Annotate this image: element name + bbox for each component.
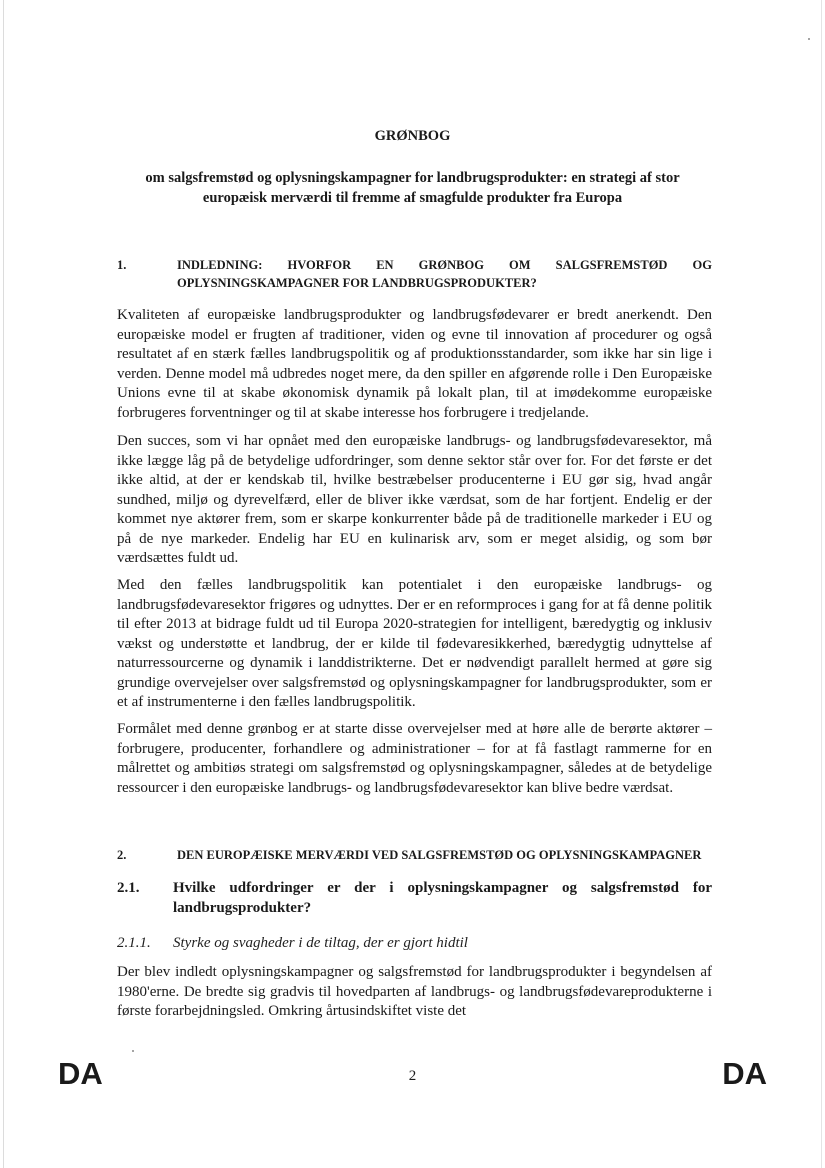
section-number: 2. xyxy=(117,848,127,862)
scan-edge-right xyxy=(821,0,822,1168)
section-title: Styrke og svagheder i de tiltag, der er gjort hidtil xyxy=(173,935,468,951)
document-title: GRØNBOG xyxy=(374,128,451,144)
section-number: 2.1. xyxy=(117,880,140,896)
section-number: 1. xyxy=(117,258,127,272)
section-title: INDLEDNING: HVORFOR EN GRØNBOG OM SALGSFREMSTØD OG OPLYSNINGSKAMPAGNER FOR LANDBRUGSPRODUKTER? xyxy=(177,258,712,290)
section-2-heading xyxy=(117,846,712,864)
page-number: 2 xyxy=(408,1068,417,1084)
scan-edge-left xyxy=(3,0,4,1168)
language-code-left: DA xyxy=(58,1056,103,1091)
section-1-heading xyxy=(117,256,712,292)
language-code-right: DA xyxy=(722,1056,767,1091)
paragraph: Formålet med denne grønbog er at starte disse overvejelser med at høre alle de berørte aktører – forbrugere, producenter, forhandlere og administrationer – for at få fastlagt rammerne for en målrettet og ambitiøs strategi om salgsfremstød og oplysningskampagner, således at de betydelige ressourcer i den europæiske landbrugs- og landbrugsfødevaresektor kan blive bedre værdsat. xyxy=(117,721,712,796)
section-number: 2.1.1. xyxy=(117,935,151,951)
section-2-1-heading xyxy=(117,878,712,918)
document-subtitle: om salgsfremstød og oplysningskampagner for landbrugsprodukter: en strategi af stor europæisk merværdi til fremme af smagfulde produkter fra Europa xyxy=(145,170,680,206)
paragraph: Med den fælles landbrugspolitik kan potentialet i den europæiske landbrugs- og landbrugsfødevaresektor frigøres og udnyttes. Der er en reformproces i gang for at få denne politik til efter 2013 at bidrage fuldt ud til Europa 2020-strategien for intelligent, bæredygtig og inklusiv vækst og understøtte et landbrug, der er kilde til fødevaresikkerhed, bæredygtig udnyttelse af naturressourcerne og dynamik i landdistrikterne. Det er nødvendigt parallelt hermed at gøre sig grundige overvejelser over salgsfremstød og oplysningskampagner for landbrugsprodukter, som er et af instrumenterne i den fælles landbrugspolitik. xyxy=(117,577,712,710)
paragraph: Den succes, som vi har opnået med den europæiske landbrugs- og landbrugsfødevaresektor, må ikke lægge låg på de betydelige udfordringer, som denne sektor står over for. For det første er det ikke altid, at der er kendskab til, hvilke bestræbelser producenterne i EU gør sig, hvad angår sundhed, miljø og dyrevelfærd, eller de bliver ikke værdsat, som de har fortjent. Endelig er der kommet nye aktører frem, som er skarpe konkurrenter både på de traditionelle markeder i EU og på de nye markeder. Endelig har EU en kulinarisk arv, som er meget alsidig, og som bør værdsættes fuldt ud. xyxy=(117,433,712,566)
section-2-1-1-heading xyxy=(117,933,712,953)
paragraph: Kvaliteten af europæiske landbrugsprodukter og landbrugsfødevarer er bredt anerkendt. Den europæiske model er frugten af traditioner, viden og evne til innovation af procedurer og også resultatet af en stærk fælles landbrugspolitik og af produktionsstandarder, som ikke har sin lige i verden. Denne model må udbredes noget mere, da den spiller en afgørende rolle i Den Europæiske Unions evne til at skabe økonomisk dynamik på lokalt plan, til at imødekomme europæiske forbrugeres forventninger og til at skabe interesse hos forbrugere i tredjelande. xyxy=(117,307,712,421)
scan-speck xyxy=(132,1050,134,1052)
scan-speck xyxy=(808,38,810,40)
paragraph: Der blev indledt oplysningskampagner og salgsfremstød for landbrugsprodukter i begyndelsen af 1980'erne. De bredte sig gradvis til hovedparten af landbrugs- og landbrugsfødevareprodukterne i første forarbejdningsled. Omkring årtusindskiftet viste det xyxy=(117,964,712,1019)
section-title: DEN EUROPÆISKE MERVÆRDI VED SALGSFREMSTØD OG OPLYSNINGSKAMPAGNER xyxy=(177,848,702,862)
section-title: Hvilke udfordringer er der i oplysningskampagner og salgsfremstød for landbrugsprodukter? xyxy=(173,880,712,916)
